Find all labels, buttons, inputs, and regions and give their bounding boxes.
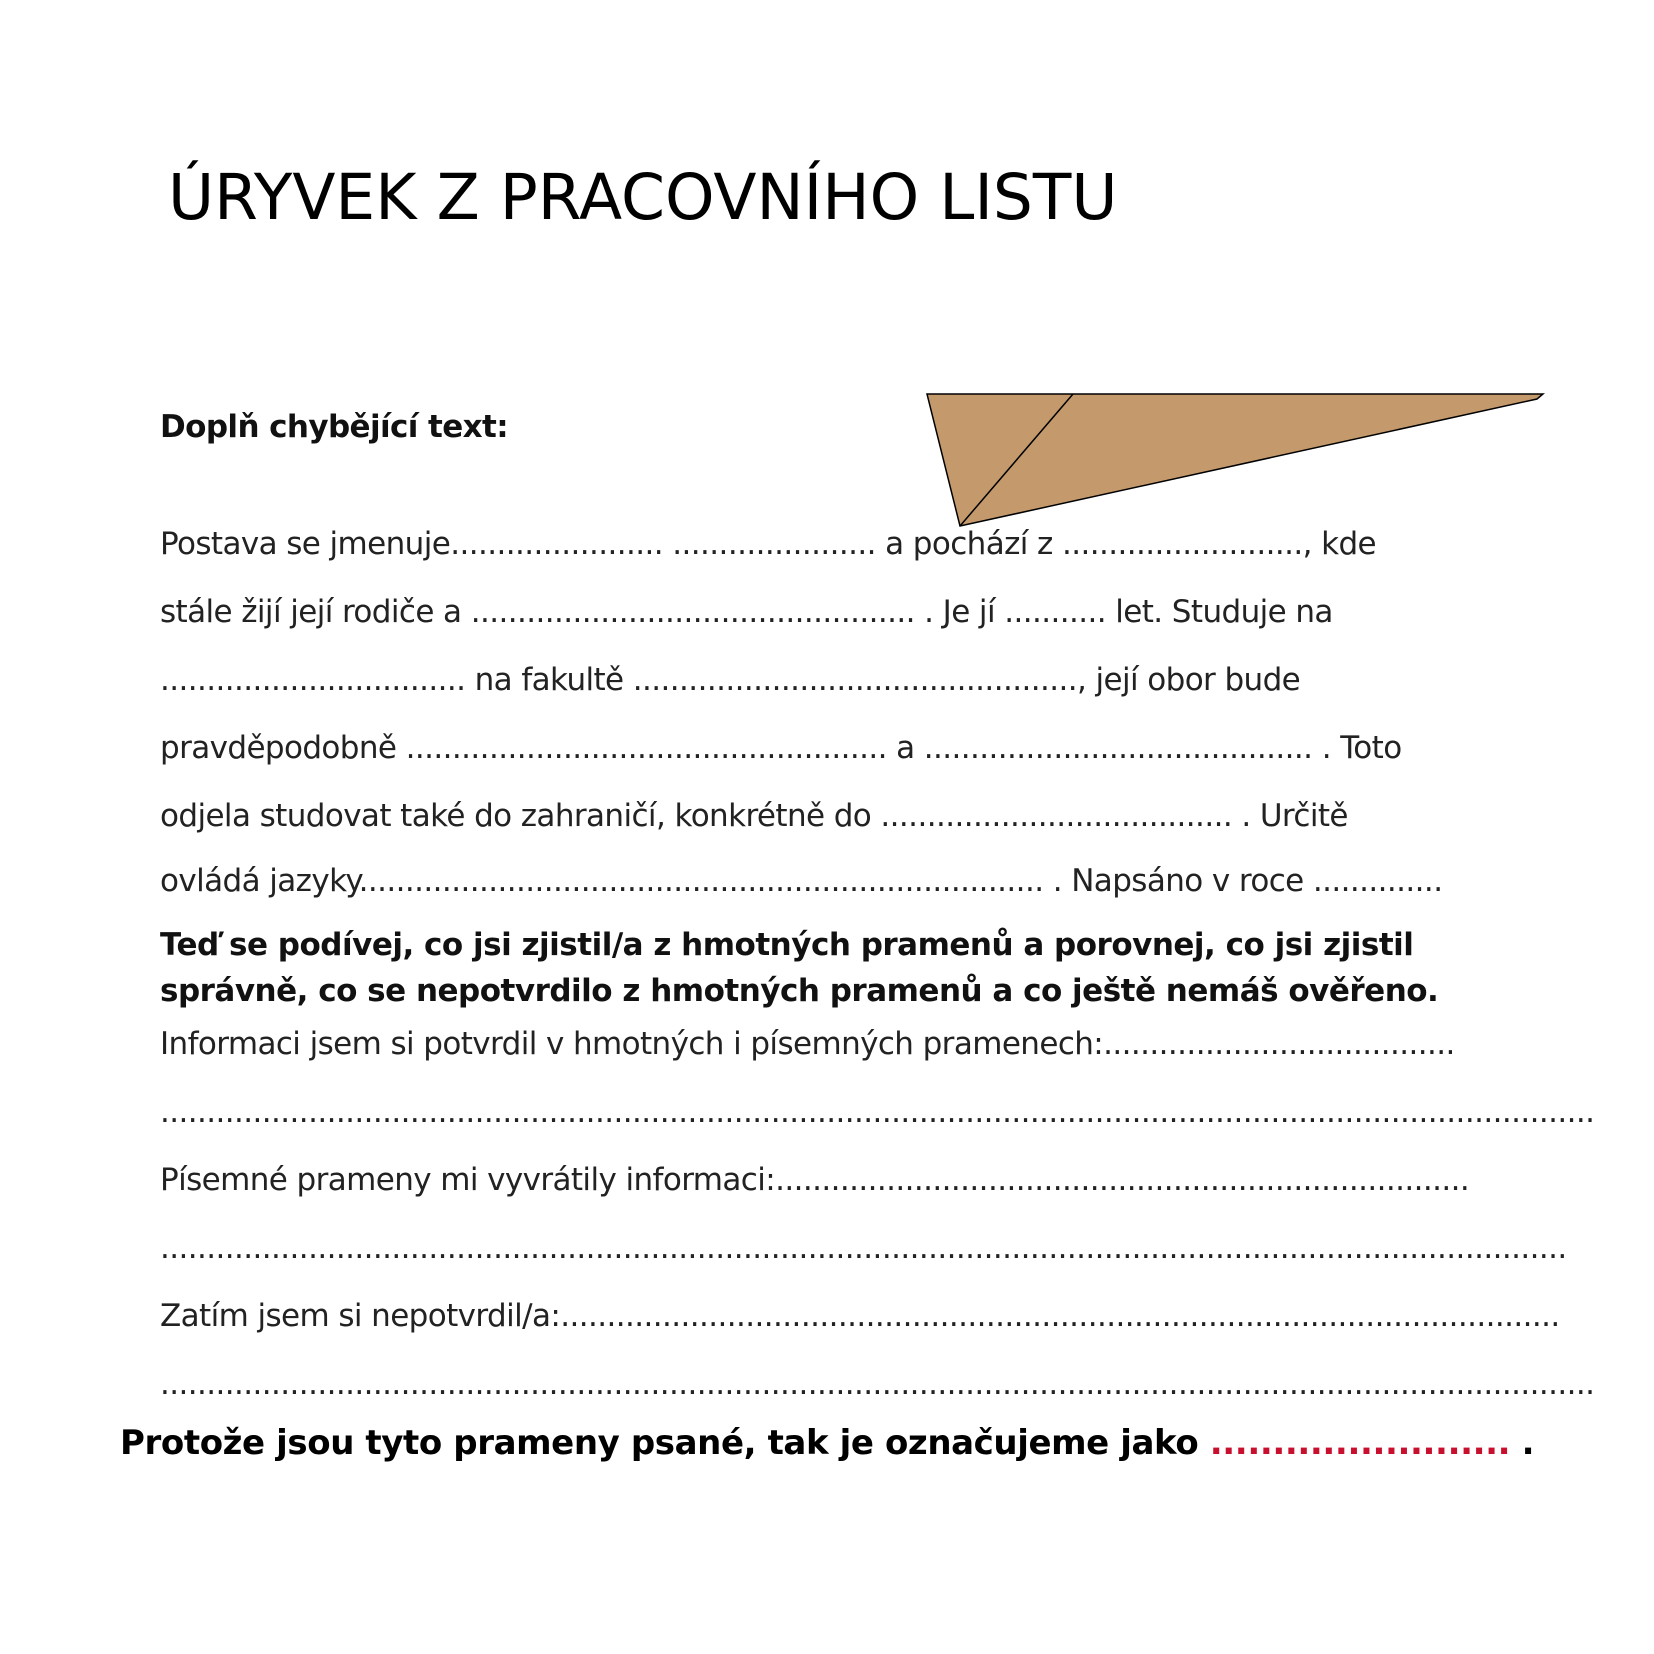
brown-paper-polygon bbox=[927, 394, 1543, 526]
worksheet-heading: Doplň chybějící text: bbox=[160, 409, 509, 445]
answer-line-refuted: Písemné prameny mi vyvrátily informaci:........................................................................... bbox=[160, 1162, 1470, 1198]
instruction-line-2: správně, co se nepotvrdilo z hmotných pramenů a co ještě nemáš ověřeno. bbox=[160, 973, 1439, 1009]
fill-line-5: odjela studovat také do zahraničí, konkrétně do ...................................... . Určitě bbox=[160, 798, 1348, 834]
conclusion-sentence bbox=[120, 1423, 1535, 1463]
fill-line-3: ................................. na fakultě ................................................, její obor bude bbox=[160, 662, 1301, 698]
page-title: ÚRYVEK Z PRACOVNÍHO LISTU bbox=[168, 161, 1118, 234]
conclusion-blank: ........................ bbox=[1209, 1423, 1511, 1463]
fill-line-6: ovládá jazyky.......................................................................... . Napsáno v roce .............. bbox=[160, 863, 1443, 899]
conclusion-text: Protože jsou tyto prameny psané, tak je označujeme jako bbox=[120, 1423, 1210, 1463]
answer-line-unconfirmed-continuation: ........................................................................................................................................................... bbox=[160, 1366, 1595, 1402]
answer-line-unconfirmed: Zatím jsem si nepotvrdil/a:............................................................................................................ bbox=[160, 1298, 1560, 1334]
brown-paper-shape bbox=[925, 393, 1545, 533]
fill-line-2: stále žijí její rodiče a ................................................ . Je jí ........... let. Studuje na bbox=[160, 594, 1333, 630]
fill-line-1: Postava se jmenuje....................... ...................... a pochází z .........................., kde bbox=[160, 526, 1376, 562]
answer-line-confirmed: Informaci jsem si potvrdil v hmotných i písemných pramenech:...................................... bbox=[160, 1026, 1455, 1062]
answer-line-confirmed-continuation: ........................................................................................................................................................... bbox=[160, 1094, 1595, 1130]
instruction-line-1: Teď se podívej, co jsi zjistil/a z hmotných pramenů a porovnej, co jsi zjistil bbox=[160, 927, 1414, 963]
fill-line-4: pravděpodobně .................................................... a .......................................... . Toto bbox=[160, 730, 1402, 766]
conclusion-end: . bbox=[1510, 1423, 1535, 1463]
answer-line-refuted-continuation: ........................................................................................................................................................ bbox=[160, 1230, 1567, 1266]
